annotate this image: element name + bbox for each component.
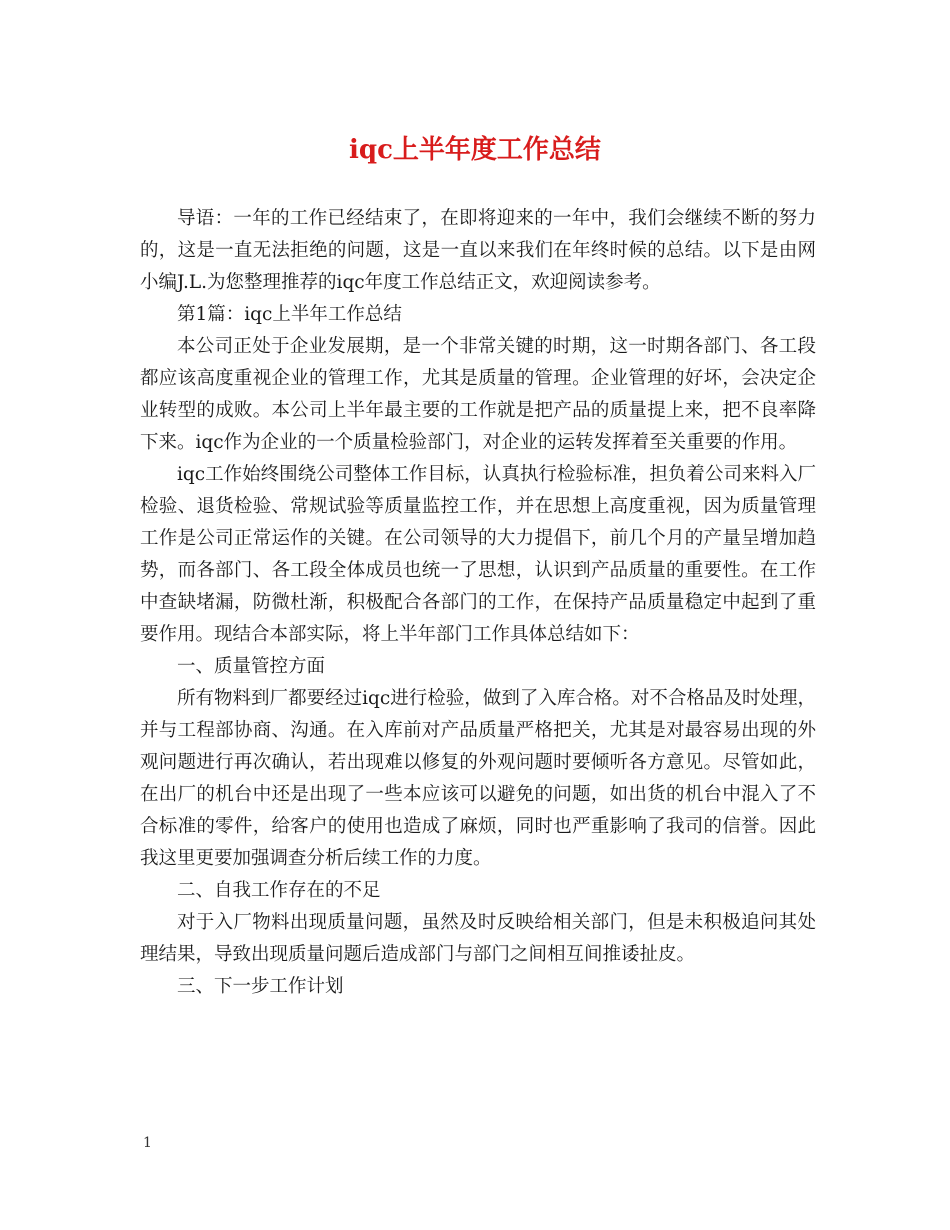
paragraph-intro: 导语：一年的工作已经结束了，在即将迎来的一年中，我们会继续不断的努力的，这是一直无法拒绝的问题，这是一直以来我们在年终时候的总结。以下是由网小编J.L.为您整理推荐的iqc年度工作总结正文，欢迎阅读参考。 xyxy=(140,208,816,293)
document-body xyxy=(140,203,816,1003)
section-heading-quality-control: 一、质量管控方面 xyxy=(177,656,326,677)
paragraph: 本公司正处于企业发展期，是一个非常关键的时期，这一时期各部门、各工段都应该高度重视企业的管理工作，尤其是质量的管理。企业管理的好坏，会决定企业转型的成败。本公司上半年最主要的工作就是把产品的质量提上来，把不良率降下来。iqc作为企业的一个质量检验部门，对企业的运转发挥着至关重要的作用。 xyxy=(140,336,816,453)
paragraph-chapter-heading: 第1篇：iqc上半年工作总结 xyxy=(177,304,402,325)
document-title: iqc上半年度工作总结 xyxy=(349,135,601,165)
paragraph: 对于入厂物料出现质量问题，虽然及时反映给相关部门，但是未积极追问其处理结果，导致出现质量问题后造成部门与部门之间相互间推诿扯皮。 xyxy=(140,912,816,965)
paragraph: iqc工作始终围绕公司整体工作目标，认真执行检验标准，担负着公司来料入厂检验、退货检验、常规试验等质量监控工作，并在思想上高度重视，因为质量管理工作是公司正常运作的关键。在公司领导的大力提倡下，前几个月的产量呈增加趋势，而各部门、各工段全体成员也统一了思想，认识到产品质量的重要性。在工作中查缺堵漏，防微杜渐，积极配合各部门的工作，在保持产品质量稳定中起到了重要作用。现结合本部实际，将上半年部门工作具体总结如下： xyxy=(140,464,816,645)
page-number: 1 xyxy=(143,1135,152,1151)
paragraph: 所有物料到厂都要经过iqc进行检验，做到了入库合格。对不合格品及时处理，并与工程部协商、沟通。在入库前对产品质量严格把关，尤其是对最容易出现的外观问题进行再次确认，若出现难以修复的外观问题时要倾听各方意见。尽管如此，在出厂的机台中还是出现了一些本应该可以避免的问题，如出货的机台中混入了不合标准的零件，给客户的使用也造成了麻烦，同时也严重影响了我司的信誉。因此我这里更要加强调查分析后续工作的力度。 xyxy=(140,688,816,869)
section-heading-next-plan: 三、下一步工作计划 xyxy=(177,976,344,997)
section-heading-shortcomings: 二、自我工作存在的不足 xyxy=(177,880,381,901)
